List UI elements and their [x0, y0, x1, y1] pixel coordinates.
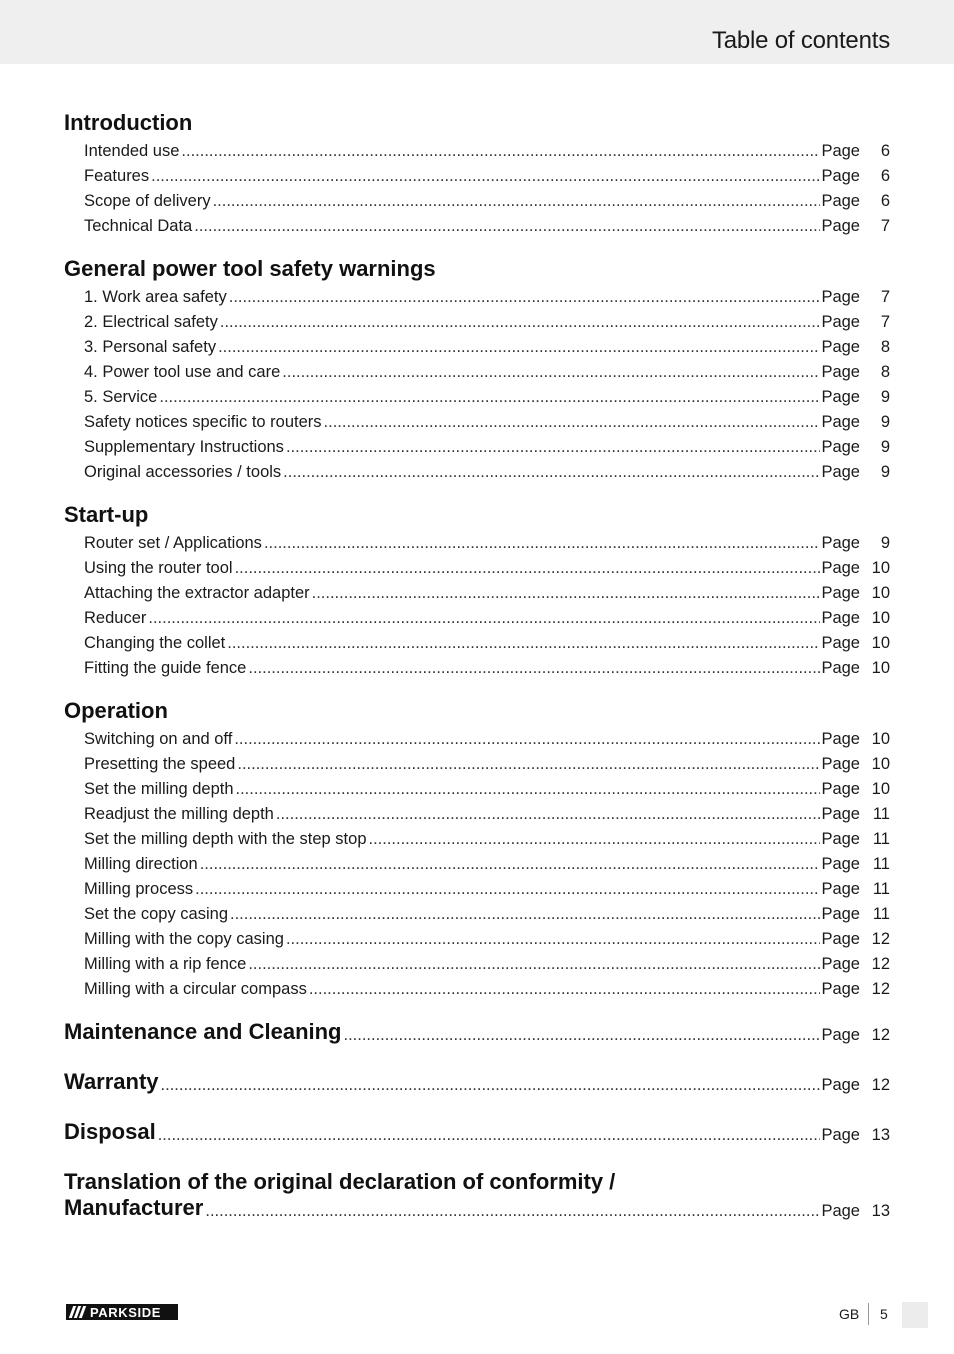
entry-page-number: 13 [871, 1126, 890, 1144]
leader-dots [229, 287, 821, 307]
section-heading: Operation [64, 698, 168, 723]
toc-entry[interactable] [64, 186, 890, 211]
toc-entry[interactable] [64, 407, 890, 432]
page-word: Page [821, 755, 860, 773]
leader-dots [234, 729, 820, 749]
toc-entry[interactable] [64, 528, 890, 553]
toc-entry[interactable] [64, 974, 890, 999]
page-word: Page [821, 659, 860, 677]
page-word: Page [821, 955, 860, 973]
entry-page-number: 12 [871, 1076, 890, 1094]
entry-label: Milling with the copy casing [84, 930, 284, 948]
entry-label: Set the milling depth with the step stop [84, 830, 367, 848]
section-heading: General power tool safety warnings [64, 256, 436, 281]
toc-entry[interactable] [64, 211, 890, 236]
page-word: Page [821, 192, 860, 210]
leader-dots [248, 954, 820, 974]
entry-page-number: 12 [871, 980, 890, 998]
leader-dots [282, 362, 820, 382]
entry-label: Supplementary Instructions [84, 438, 284, 456]
entry-label: Milling direction [84, 855, 198, 873]
entry-page-number: 10 [871, 780, 890, 798]
entry-label: Milling process [84, 880, 194, 898]
parkside-logo [66, 1304, 178, 1320]
toc-section-warranty[interactable] [64, 1069, 890, 1095]
footer-divider [868, 1303, 869, 1325]
entry-label: Intended use [84, 142, 180, 160]
entry-page-number: 11 [872, 830, 890, 848]
page-word: Page [821, 167, 860, 185]
entry-page-number: 10 [871, 634, 890, 652]
leader-dots [148, 608, 820, 628]
section-heading: Translation of the original declaration of conformity / [64, 1169, 616, 1194]
entry-page-number: 10 [871, 584, 890, 602]
entry-page-number: 11 [872, 855, 890, 873]
entry-page-number: 11 [872, 905, 890, 923]
page-word: Page [821, 1076, 860, 1094]
entry-page-number: 9 [880, 413, 890, 431]
page-word: Page [821, 463, 860, 481]
entry-label: Original accessories / tools [84, 463, 282, 481]
toc-entry[interactable] [64, 724, 890, 749]
page-word: Page [821, 980, 860, 998]
leader-dots [161, 1075, 821, 1095]
section-heading: Disposal [64, 1119, 156, 1144]
leader-dots [248, 658, 820, 678]
section-heading: Start-up [64, 502, 149, 527]
page-word: Page [821, 559, 860, 577]
toc-entry[interactable] [64, 307, 890, 332]
footer-tab-marker [902, 1302, 928, 1328]
page-word: Page [821, 830, 860, 848]
page-word: Page [821, 142, 860, 160]
toc-section-disposal[interactable] [64, 1119, 890, 1145]
toc-entry[interactable] [64, 874, 890, 899]
toc-entry[interactable] [64, 457, 890, 482]
entry-page-number: 8 [880, 338, 890, 356]
leader-dots [237, 754, 820, 774]
toc-entry[interactable] [64, 799, 890, 824]
entry-label: 3. Personal safety [84, 338, 217, 356]
toc-entry[interactable] [64, 578, 890, 603]
page-word: Page [821, 584, 860, 602]
toc-entry[interactable] [64, 628, 890, 653]
page-word: Page [821, 780, 860, 798]
entry-page-number: 9 [880, 438, 890, 456]
section-heading: Introduction [64, 110, 193, 135]
leader-dots [195, 879, 820, 899]
page-word: Page [821, 609, 860, 627]
toc-section-declaration[interactable] [64, 1169, 890, 1221]
entry-label: Router set / Applications [84, 534, 262, 552]
section-heading: Maintenance and Cleaning [64, 1019, 342, 1044]
entry-label: 5. Service [84, 388, 158, 406]
entry-page-number: 10 [871, 609, 890, 627]
toc-entry[interactable] [64, 924, 890, 949]
entry-label: Safety notices specific to routers [84, 413, 322, 431]
entry-page-number: 8 [880, 363, 890, 381]
entry-label: Switching on and off [84, 730, 233, 748]
toc-entry[interactable] [64, 136, 890, 161]
toc-entry[interactable] [64, 653, 890, 678]
entry-label: Set the copy casing [84, 905, 229, 923]
entry-label: Scope of delivery [84, 192, 211, 210]
entry-page-number: 9 [880, 534, 890, 552]
leader-dots [220, 312, 821, 332]
entry-label: Fitting the guide fence [84, 659, 247, 677]
leader-dots [158, 1125, 821, 1145]
entry-label: Features [84, 167, 150, 185]
entry-page-number: 10 [871, 730, 890, 748]
leader-dots [344, 1025, 821, 1045]
entry-label: Readjust the milling depth [84, 805, 274, 823]
entry-label: Reducer [84, 609, 147, 627]
entry-page-number: 12 [871, 955, 890, 973]
entry-label: Changing the collet [84, 634, 226, 652]
toc-entry[interactable] [64, 357, 890, 382]
toc-section-start-up [64, 502, 890, 678]
entry-page-number: 12 [871, 930, 890, 948]
entry-page-number: 6 [880, 142, 890, 160]
entry-page-number: 12 [871, 1026, 890, 1044]
section-heading: Warranty [64, 1069, 159, 1094]
page-word: Page [821, 438, 860, 456]
leader-dots [159, 387, 820, 407]
declaration-row [64, 1195, 890, 1221]
entry-page-number: 6 [880, 192, 890, 210]
toc-entry[interactable] [64, 553, 890, 578]
entry-label: Technical Data [84, 217, 193, 235]
leader-dots [236, 779, 821, 799]
page-word: Page [821, 338, 860, 356]
page-number: 5 [880, 1306, 888, 1322]
leader-dots [369, 829, 821, 849]
leader-dots [218, 337, 820, 357]
toc-entry[interactable] [64, 849, 890, 874]
leader-dots [181, 141, 820, 161]
page-word: Page [821, 288, 860, 306]
entry-page-number: 11 [872, 805, 890, 823]
logo-stripes-icon [66, 1304, 88, 1320]
entry-page-number: 9 [880, 463, 890, 481]
page-word: Page [821, 534, 860, 552]
page-title: Table of contents [711, 27, 890, 54]
page-word: Page [821, 930, 860, 948]
page-word: Page [821, 413, 860, 431]
entry-label: Set the milling depth [84, 780, 234, 798]
toc-entry[interactable] [64, 824, 890, 849]
leader-dots [286, 929, 821, 949]
page-word: Page [821, 1026, 860, 1044]
page-word: Page [821, 880, 860, 898]
leader-dots [205, 1201, 820, 1221]
entry-page-number: 7 [880, 288, 890, 306]
section-heading-continued: Manufacturer [64, 1195, 204, 1220]
table-of-contents [64, 110, 890, 1221]
page-word: Page [821, 1126, 860, 1144]
page-word: Page [821, 217, 860, 235]
language-code: GB [839, 1306, 860, 1322]
entry-label: Milling with a rip fence [84, 955, 247, 973]
entry-label: 4. Power tool use and care [84, 363, 281, 381]
toc-entry[interactable] [64, 432, 890, 457]
leader-dots [194, 216, 820, 236]
leader-dots [324, 412, 821, 432]
entry-label: Attaching the extractor adapter [84, 584, 310, 602]
toc-entry[interactable] [64, 161, 890, 186]
leader-dots [276, 804, 821, 824]
entry-page-number: 10 [871, 659, 890, 677]
page-word: Page [821, 1202, 860, 1220]
leader-dots [200, 854, 821, 874]
entry-page-number: 10 [871, 755, 890, 773]
entry-page-number: 13 [871, 1202, 890, 1220]
entry-page-number: 10 [871, 559, 890, 577]
toc-entry[interactable] [64, 899, 890, 924]
entry-label: 1. Work area safety [84, 288, 227, 306]
leader-dots [235, 558, 821, 578]
entry-label: Using the router tool [84, 559, 233, 577]
toc-entry[interactable] [64, 332, 890, 357]
toc-entry[interactable] [64, 282, 890, 307]
toc-entry[interactable] [64, 382, 890, 407]
entry-label: Milling with a circular compass [84, 980, 307, 998]
leader-dots [264, 533, 821, 553]
toc-section-operation [64, 698, 890, 999]
page-word: Page [821, 634, 860, 652]
entry-page-number: 11 [872, 880, 890, 898]
leader-dots [283, 462, 820, 482]
leader-dots [309, 979, 821, 999]
toc-section-safety-warnings [64, 256, 890, 482]
page-word: Page [821, 805, 860, 823]
toc-entry[interactable] [64, 749, 890, 774]
entry-page-number: 6 [880, 167, 890, 185]
page-word: Page [821, 363, 860, 381]
leader-dots [227, 633, 820, 653]
leader-dots [213, 191, 821, 211]
page-word: Page [821, 855, 860, 873]
leader-dots [151, 166, 820, 186]
entry-page-number: 9 [880, 388, 890, 406]
page-word: Page [821, 313, 860, 331]
entry-page-number: 7 [880, 313, 890, 331]
toc-section-introduction [64, 110, 890, 236]
leader-dots [312, 583, 821, 603]
leader-dots [230, 904, 820, 924]
entry-label: Presetting the speed [84, 755, 236, 773]
toc-entry[interactable] [64, 774, 890, 799]
page-word: Page [821, 730, 860, 748]
page-word: Page [821, 388, 860, 406]
brand-name: PARKSIDE [90, 1304, 162, 1320]
entry-page-number: 7 [880, 217, 890, 235]
toc-section-maintenance[interactable] [64, 1019, 890, 1045]
toc-entry[interactable] [64, 949, 890, 974]
entry-label: 2. Electrical safety [84, 313, 218, 331]
leader-dots [286, 437, 821, 457]
page-word: Page [821, 905, 860, 923]
toc-entry[interactable] [64, 603, 890, 628]
